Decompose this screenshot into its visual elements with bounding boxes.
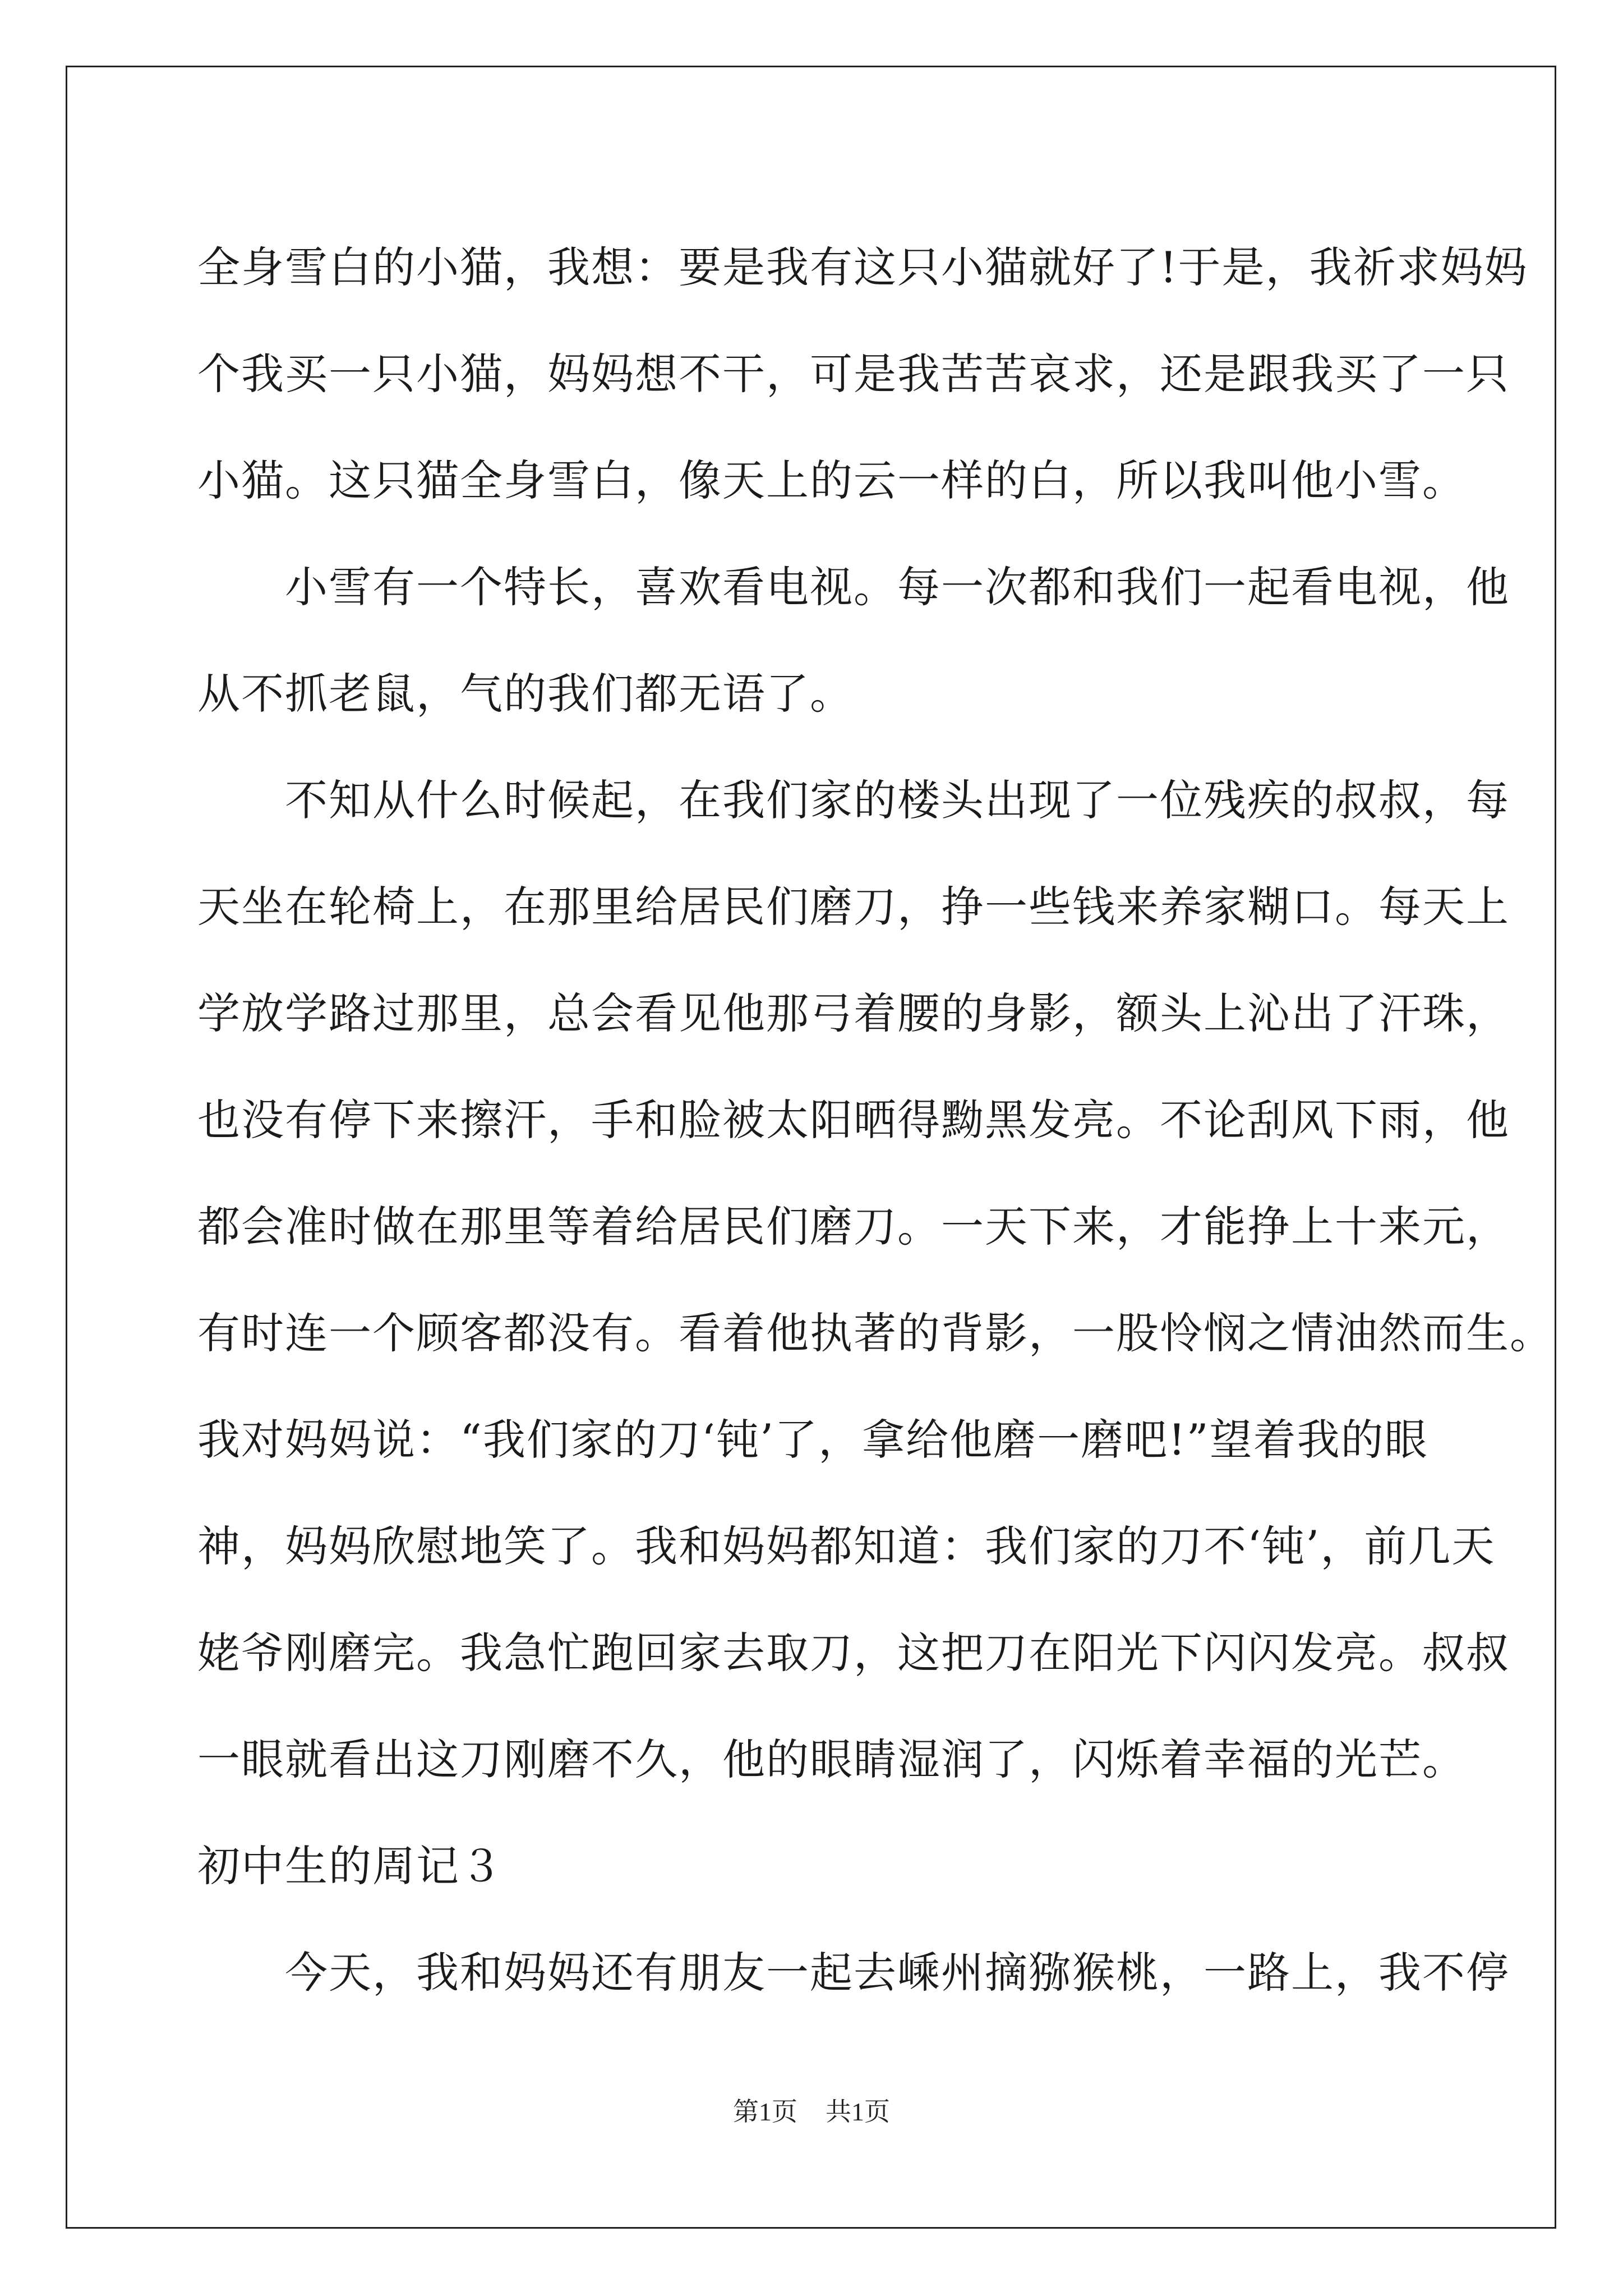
text-line: 有时连一个顾客都没有。看着他执著的背影，一股怜悯之情油然而生。 [197, 1308, 1553, 1358]
text-line: 姥爷刚磨完。我急忙跑回家去取刀，这把刀在阳光下闪闪发亮。叔叔 [197, 1628, 1510, 1678]
page-footer [0, 2095, 1623, 2129]
text-line: 我对妈妈说：“我们家的刀‘钝’了，拿给他磨一磨吧!”望着我的眼 [197, 1415, 1428, 1465]
page-number-total: 共1页 [826, 2097, 890, 2126]
text-line: 小猫。这只猫全身雪白，像天上的云一样的白，所以我叫他小雪。 [197, 455, 1466, 505]
page-number-current: 第1页 [733, 2097, 797, 2126]
text-line: 一眼就看出这刀刚磨不久，他的眼睛湿润了，闪烁着幸福的光芒。 [197, 1734, 1466, 1784]
text-line: 学放学路过那里，总会看见他那弓着腰的身影，额头上沁出了汗珠， [197, 988, 1510, 1038]
text-line: 神，妈妈欣慰地笑了。我和妈妈都知道：我们家的刀不‘钝’，前几天 [197, 1521, 1496, 1571]
text-line: 都会准时做在那里等着给居民们磨刀。一天下来，才能挣上十来元， [197, 1202, 1510, 1251]
section-heading: 初中生的周记３ [197, 1841, 504, 1891]
text-line: 天坐在轮椅上，在那里给居民们磨刀，挣一些钱来养家糊口。每天上 [197, 882, 1510, 932]
document-body [197, 214, 1553, 2026]
text-line: 从不抓老鼠，气的我们都无语了。 [197, 669, 854, 719]
text-line: 全身雪白的小猫，我想：要是我有这只小猫就好了!于是，我祈求妈妈 [197, 242, 1528, 292]
text-line: 今天，我和妈妈还有朋友一起去嵊州摘猕猴桃，一路上，我不停 [197, 1948, 1510, 1998]
text-line: 不知从什么时候起，在我们家的楼头出现了一位残疾的叔叔，每 [197, 775, 1510, 825]
text-line: 小雪有一个特长，喜欢看电视。每一次都和我们一起看电视，他 [197, 562, 1510, 612]
text-line: 个我买一只小猫，妈妈想不干，可是我苦苦哀求，还是跟我买了一只 [197, 349, 1510, 399]
text-line: 也没有停下来擦汗，手和脸被太阳晒得黝黑发亮。不论刮风下雨，他 [197, 1095, 1510, 1145]
